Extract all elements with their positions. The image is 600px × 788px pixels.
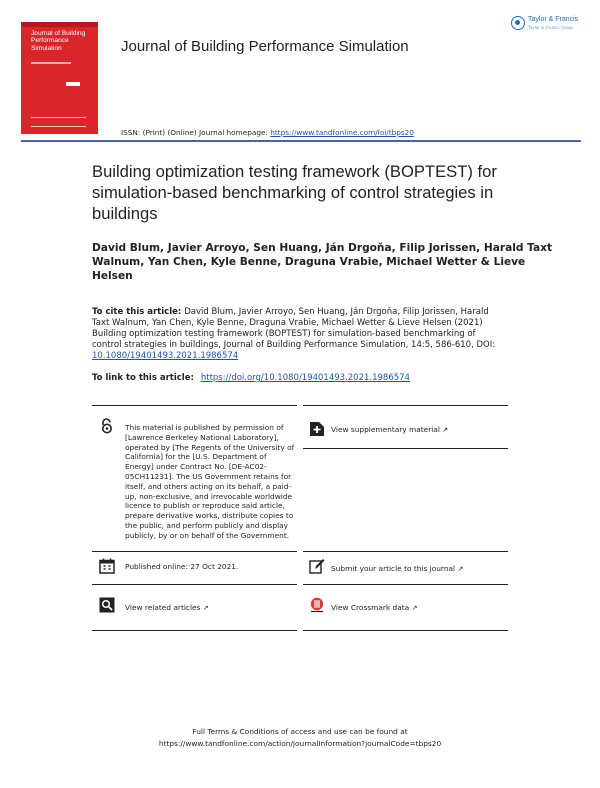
publisher-group: Taylor & Francis Group — [528, 25, 573, 30]
panel-divider — [92, 551, 297, 552]
doi-link[interactable]: 10.1080/19401493.2021.1986574 — [92, 350, 239, 361]
article-title: Building optimization testing framework (BOPTEST) for simulation-based benchmarking of control strategies in buildings — [92, 162, 497, 223]
footer-terms: Full Terms & Conditions of access and use can be found at https://www.tandfonline.com/action/journalInformation?journalCode=tbps20 — [0, 726, 600, 749]
cover-lines — [31, 117, 86, 127]
issn-line: ISSN: (Print) (Online) Journal homepage: https://www.tandfonline.com/loi/tbps20 — [121, 128, 414, 137]
license-text: This material is published by permission of [Lawrence Berkeley National Laboratory], operated by [The Regents of the University of California] for the [U.S. Department of Energy] under Contract No. [DE-AC02-05CH11231]. The US Government retains for itself, and others acting on its behalf, a paid-up, non-exclusive, and irrevocable worldwide licence to publish or reproduce said article, prepare derivative works, distribute copies to the public, and perform publicly and display publicly, by or on behalf of the Government. — [125, 423, 295, 540]
article-link-block — [92, 373, 410, 383]
publisher-name: Taylor & Francis — [528, 16, 579, 23]
view-supplementary-link[interactable]: View supplementary material ↗ — [331, 425, 449, 434]
article-authors: David Blum, Javier Arroyo, Sen Huang, Ján Drgoňa, Filip Jorissen, Harald Taxt Walnum, Yan Chen, Kyle Benne, Draguna Vrabie, Michael Wetter & Lieve Helsen — [92, 242, 553, 282]
citation-label: To cite this article: — [92, 307, 185, 317]
external-link-icon: ↗ — [202, 604, 209, 612]
link-label: To link to this article: — [92, 373, 197, 383]
citation-block — [92, 307, 502, 362]
cover-top-strip — [21, 22, 98, 27]
external-link-icon: ↗ — [411, 604, 418, 612]
panel-divider — [92, 405, 297, 406]
view-related-articles-link[interactable]: View related articles ↗ — [125, 603, 209, 612]
footer-terms-url[interactable]: https://www.tandfonline.com/action/journalInformation?journalCode=tbps20 — [158, 738, 442, 748]
panel-divider — [303, 630, 508, 631]
related-articles-search-icon — [99, 597, 115, 613]
panel-divider — [303, 405, 508, 406]
panel-divider — [303, 448, 508, 449]
journal-title[interactable]: Journal of Building Performance Simulation — [121, 38, 409, 55]
external-link-icon: ↗ — [457, 565, 464, 573]
journal-cover-image — [21, 22, 98, 134]
publisher-logo[interactable] — [511, 16, 583, 38]
panel-divider — [303, 551, 508, 552]
cover-rule — [31, 62, 71, 64]
cover-badge — [66, 82, 80, 86]
citation-text: David Blum, Javier Arroyo, Sen Huang, Ján Drgoňa, Filip Jorissen, Harald Taxt Walnum, Yan Chen, Kyle Benne, Draguna Vrabie, Michael Wetter & Lieve Helsen (2021) Building optimization testing framework (BOPTEST) for simulation-based benchmarking of control strategies in buildings, Journal of Building Performance Simulation, 14:5, 586-610, DOI: — [92, 307, 496, 350]
publisher-logo-icon — [511, 16, 525, 30]
journal-homepage-link[interactable]: https://www.tandfonline.com/loi/tbps20 — [270, 128, 414, 137]
panel-divider — [92, 630, 297, 631]
crossmark-icon — [309, 597, 325, 613]
cover-journal-title: Journal of Building Performance Simulation — [31, 30, 86, 52]
header-divider — [21, 140, 581, 142]
open-access-lock-icon — [99, 418, 115, 434]
article-doi-url[interactable]: https://doi.org/10.1080/19401493.2021.1986574 — [200, 373, 410, 383]
supplementary-file-icon — [309, 421, 325, 437]
external-link-icon: ↗ — [442, 426, 449, 434]
view-crossmark-link[interactable]: View Crossmark data ↗ — [331, 603, 418, 612]
calendar-icon — [99, 558, 115, 574]
panel-divider — [303, 584, 508, 585]
published-date: Published online: 27 Oct 2021. — [125, 562, 239, 571]
submit-article-link[interactable]: Submit your article to this journal ↗ — [331, 564, 464, 573]
panel-divider — [92, 584, 297, 585]
submit-article-pencil-icon — [309, 558, 325, 574]
